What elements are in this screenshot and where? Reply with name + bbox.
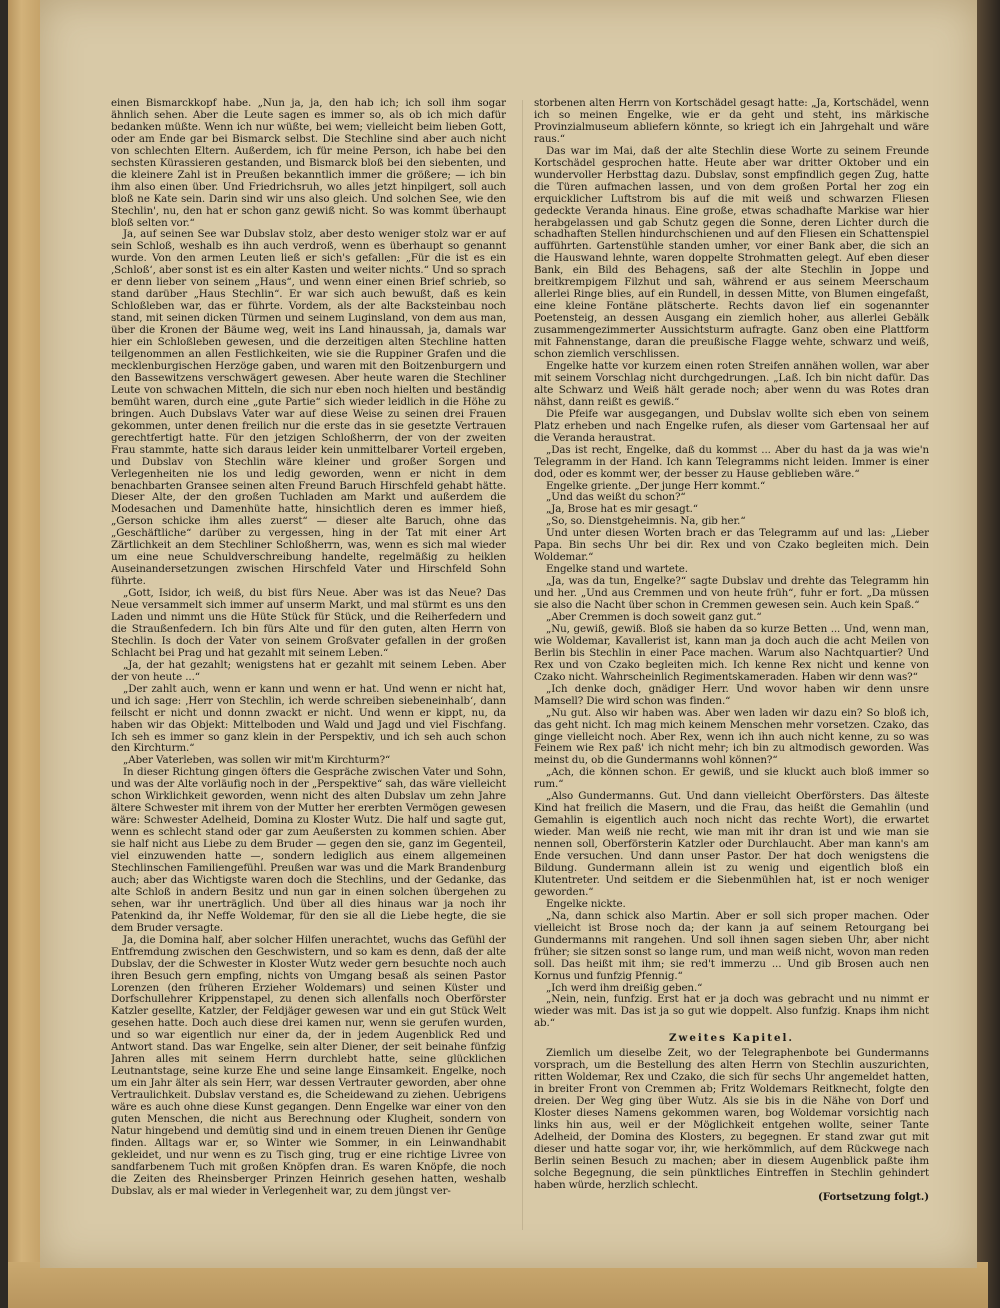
chapter-heading: Zweites Kapitel. — [668, 1032, 795, 1045]
page-stack-left-edge — [8, 0, 42, 1308]
paragraph: Das war im Mai, daß der alte Stechlin diese Worte zu seinem Freunde Kortschädel gesprochen hatte. Heute aber war dritter Oktober und ein wundervoller Herbsttag dazu. Dubslav, sonst empfindlich gegen Zug, hatte die Türen aufmachen lassen, und von dem großen Portal her zog ein erquicklicher Luftstrom bis auf die mit weiß und schwarzen Fliesen gedeckte Veranda hinaus. Eine große, etwas schadhafte Markise war hier herabgelassen und gab Schutz gegen die Sonne, deren Lichter durch die schadhaften Stellen hindurchschienen und auf den Fliesen ein Schattenspiel aufführten. Gartenstühle standen umher, vor einer Bank aber, die sich an die Hauswand lehnte, waren doppelte Strohmatten gelegt. Auf eben dieser Bank, ein Bild des Behagens, saß der alte Stechlin in Joppe und breitkrempigem Filzhut und sah, während er aus seinem Meerschaum allerlei Ringe blies, auf ein Rundell, in dessen Mitte, von Blumen eingefaßt, eine kleine Fontäne plätscherte. Rechts davon lief ein sogenannter Poetensteig, an dessen Ausgang ein ziemlich hoher, aus allerlei Gebälk zusammengezimmerter Aussichtsturm aufragte. Ganz oben eine Plattform mit Fahnenstange, daran die preußische Flagge wehte, schwarz und weiß, schon ziemlich verschlissen. — [534, 144, 929, 361]
paragraph: „Ja, Brose hat es mir gesagt.“ — [546, 503, 698, 516]
paragraph: Die Pfeife war ausgegangen, und Dubslav wollte sich eben von seinem Platz erheben und nach Engelke rufen, als dieser vom Gartensaal her auf die Veranda heraustrat. — [534, 407, 929, 444]
page-binding-shadow — [976, 0, 1000, 1308]
paragraph: „Aber Vaterleben, was sollen wir mit'm Kirchturm?“ — [123, 754, 391, 767]
text-column-left — [111, 98, 506, 1238]
paragraph: „Gott, Isidor, ich weiß, du bist fürs Neue. Aber was ist das Neue? Das Neue versammelt sich immer auf unserm Markt, und mal stürmt es uns den Laden und nimmt uns die Hüte Stück für Stück, und die Reiherfedern und die Straußenfedern. Ich bin fürs Alte und für den guten, alten Herrn von Stechlin. Is doch der Vater von seinem Großvater gefallen in der großen Schlacht bei Prag und hat gezahlt mit seinem Leben.“ — [111, 587, 506, 659]
column-divider — [522, 100, 523, 1230]
page-stack-bottom-edge — [8, 1262, 988, 1308]
paragraph: „Ich werd ihm dreißig geben.“ — [546, 981, 703, 994]
paragraph: „Aber Cremmen is doch soweit ganz gut.“ — [546, 610, 762, 623]
paragraph: einen Bismarckkopf habe. „Nun ja, ja, den hab ich; ich soll ihm sogar ähnlich sehen. Aber die Leute sagen es immer so, als ob ich mich dafür bedanken müßte. Wenn ich nur wüßte, bei wem; vielleicht beim lieben Gott, oder am Ende gar bei Bismarck selbst. Die Stechline sind aber auch nicht von schlechten Eltern. Außerdem, ich für meine Person, ich habe bei den sechsten Kürassieren gestanden, und Bismarck bloß bei den siebenten, und die kleinere Zahl ist in Preußen bekanntlich immer die größere; — ich bin ihm also einen über. Und Friedrichsruh, wo alles jetzt hinpilgert, soll auch bloß ne Kate sein. Darin sind wir uns also gleich. Und solchen See, wie den Stechlin', nu, den hat er schon ganz gewiß nicht. So was kommt überhaupt bloß selten vor.“ — [111, 98, 506, 229]
paragraph: Engelke griente. „Der junge Herr kommt.“ — [546, 479, 766, 492]
paragraph: Ja, auf seinen See war Dubslav stolz, aber desto weniger stolz war er auf sein Schloß, weshalb es ihn auch verdroß, wenn es überhaupt so genannt wurde. Von den armen Leuten ließ er sich's gefallen: „Für die ist es ein ‚Schloß‘, aber sonst ist es ein alter Kasten und weiter nichts.“ Und so sprach er denn lieber von seinem „Haus“, und wenn einer einen Brief schrieb, so stand darüber „Haus Stechlin“. Er war sich auch bewußt, daß es kein Schloßleben war, das er führte. Vordem, als der alte Backsteinbau noch stand, mit seinen dicken Türmen und seinem Luginsland, von dem aus man, über die Kronen der Bäume weg, weit ins Land hinaussah, ja, damals war hier ein Schloßleben gewesen, und die derzeitigen alten Stechline hatten teilgenommen an allen Festlichkeiten, wie sie die Ruppiner Grafen und die mecklenburgischen Herzöge gaben, und waren mit den Boitzenburgern und den Bassewitzens verschwägert gewesen. Aber heute waren die Stechliner Leute von schwachen Mitteln, die sich nur eben noch hielten und beständig bemüht waren, durch eine „gute Partie“ sich wieder leidlich in die Höhe zu bringen. Auch Dubslavs Vater war auf diese Weise zu seinen drei Frauen gekommen, unter denen freilich nur die erste das in sie gesetzte Vertrauen gerechtfertigt hatte. Für den jetzigen Schloßherrn, der von der zweiten Frau stammte, hatte sich daraus leider kein unmittelbarer Vorteil ergeben, und Dubslav von Stechlin wäre kleiner und großer Sorgen und Verlegenheiten nie los und ledig geworden, wenn er nicht in dem benachbarten Gransee seinen alten Freund Baruch Hirschfeld gehabt hätte. Dieser Alte, der den großen Tuchladen am Markt und außerdem die Modesachen und Damenhüte hatte, hinsichtlich deren es immer hieß, „Gerson schicke ihm alles zuerst“ — dieser alte Baruch, ohne das „Geschäftliche“ darüber zu vergessen, hing in der Tat mit einer Art Zärtlichkeit an dem Stechliner Schloßherrn, was, wenn es sich mal wieder um eine neue Schuldverschreibung handelte, regelmäßig zu heiklen Auseinandersetzungen zwischen Hirschfeld Vater und Hirschfeld Sohn führte. — [111, 228, 506, 588]
text-column-right — [534, 98, 929, 1238]
paragraph: storbenen alten Herrn von Kortschädel gesagt hatte: „Ja, Kortschädel, wenn ich so meinen Engelke, wie er da geht und steht, ins märkische Provinzialmuseum abliefern könnte, so kriegt ich ein Jahrgehalt und wäre raus.“ — [534, 98, 929, 145]
paragraph: Und unter diesen Worten brach er das Telegramm auf und las: „Lieber Papa. Bin sechs Uhr bei dir. Rex und von Czako begleiten mich. Dein Woldemar.“ — [534, 527, 929, 564]
paragraph: „Also Gundermanns. Gut. Und dann vielleicht Oberförsters. Das älteste Kind hat freilich die Masern, und die Frau, das heißt die Gemahlin (und Gemahlin is eigentlich auch noch nicht das rechte Wort), die erwartet wieder. Man weiß nie recht, wie man mit ihr dran ist und wie man sie nennen soll, Oberförsterin Katzler oder Durchlaucht. Aber man kann's am Ende versuchen. Und dann unser Pastor. Der hat doch wenigstens die Bildung. Gundermann allein ist zu wenig und eigentlich bloß ein Klutentreter. Und seitdem er die Siebenmühlen hat, ist er noch weniger geworden.“ — [534, 790, 929, 898]
paragraph: „Der zahlt auch, wenn er kann und wenn er hat. Und wenn er nicht hat, und ich sage: ‚Herr von Stechlin, ich werde schreiben siebeneinhalb‘, dann feilscht er nicht und donnn zwackt er nicht. Und wenn er kippt, nu, da haben wir das Objekt: Mittelboden und Wald und Jagd und viel Fischfang. Ich seh es immer so ganz klein in der Perspektiv, und ich seh auch schon den Kirchturm.“ — [111, 682, 506, 755]
paragraph: Ziemlich um dieselbe Zeit, wo der Telegraphenbote bei Gundermanns vorsprach, um die Bestellung des alten Herrn von Stechlin auszurichten, ritten Woldemar, Rex und Czako, die sich für sechs Uhr angemeldet hatten, in breiter Front von Cremmen ab; Fritz Woldemars Reitknecht, folgte den dreien. Der Weg ging über Wutz. Als sie bis in die Nähe von Dorf und Kloster dieses Namens gekommen waren, bog Woldemar vorsichtig nach links hin aus, weil er der Möglichkeit entgehen wollte, seiner Tante Adelheid, der Domina des Klosters, zu begegnen. Er stand zwar gut mit dieser und hatte sogar vor, ihr, wie herkömmlich, auf dem Rückwege nach Berlin seinen Besuch zu machen; aber in diesem Augenblick paßte ihm solche Begegnung, die sein pünktliches Eintreffen in Stechlin gehindert haben würde, herzlich schlecht. — [534, 1047, 929, 1191]
paragraph: Engelke hatte vor kurzem einen roten Streifen annähen wollen, war aber mit seinem Vorschlag nicht durchgedrungen. „Laß. Ich bin nicht dafür. Das alte Schwarz und Weiß hält gerade noch; aber wenn du was Rotes dran nähst, dann reißt es gewiß.“ — [534, 359, 929, 408]
paragraph: Ja, die Domina half, aber solcher Hilfen unerachtet, wuchs das Gefühl der Entfremdung zwischen den Geschwistern, und so kam es denn, daß der alte Dubslav, der die Schwester in Kloster Wutz weder gern besuchte noch auch ihren Besuch gern empfing, nichts von Umgang besaß als seinen Pastor Lorenzen (den früheren Erzieher Woldemars) und seinen Küster und Dorfschullehrer Krippenstapel, zu denen sich allenfalls noch Oberförster Katzler gesellte, Katzler, der Feldjäger gewesen war und ein gut Stück Welt gesehen hatte. Doch auch diese drei kamen nur, wenn sie gerufen wurden, und so war eigentlich nur einer da, der in jedem Augenblick Red und Antwort stand. Das war Engelke, sein alter Diener, der seit beinahe fünfzig Jahren alles mit seinem Herrn durchlebt hatte, seine glücklichen Leutnantstage, seine kurze Ehe und seine lange Einsamkeit. Engelke, noch um ein Jahr älter als sein Herr, war dessen Vertrauter geworden, aber ohne Vertraulichkeit. Dubslav verstand es, die Scheidewand zu ziehen. Uebrigens wäre es auch ohne diese Kunst gegangen. Denn Engelke war einer von den guten Menschen, die nicht aus Berechnung oder Klugheit, sondern von Natur hingebend und demütig sind und in einem treuen Dienen ihr Genüge finden. Alltags war er, so Winter wie Sommer, in ein Leinwandhabit gekleidet, und nur wenn es zu Tisch ging, trug er eine richtige Livree von sandfarbenem Tuch mit großen Knöpfen dran. Es waren Knöpfe, die noch die Zeiten des Rheinsberger Prinzen Heinrich gesehen hatten, weshalb Dubslav, als er mal wieder in Verlegenheit war, zu dem jüngst ver- — [111, 933, 506, 1197]
paragraph: „Und das weißt du schon?“ — [546, 491, 686, 504]
paragraph: „Nein, nein, funfzig. Erst hat er ja doch was gebracht und nu nimmt er wieder was mit. Das ist ja so gut wie doppelt. Also funfzig. Knaps ihm nicht ab.“ — [534, 993, 929, 1030]
paragraph: „Ja, was da tun, Engelke?“ sagte Dubslav und drehte das Telegramm hin und her. „Und aus Cremmen und von heute früh“, fuhr er fort. „Da müssen sie also die Nacht über schon in Cremmen gewesen sein. Auch kein Spaß.“ — [534, 575, 929, 612]
paragraph: „So, so. Dienstgeheimnis. Na, gib her.“ — [546, 515, 746, 528]
continuation-note: (Fortsetzung folgt.) — [818, 1190, 929, 1203]
paragraph: Engelke stand und wartete. — [546, 563, 688, 576]
paragraph: „Ach, die können schon. Er gewiß, und sie kluckt auch bloß immer so rum.“ — [534, 766, 929, 791]
paragraph: „Nu gut. Also wir haben was. Aber wen laden wir dazu ein? So bloß ich, das geht nicht. Ich mag mich keinem Menschen mehr vorsetzen. Czako, das ginge vielleicht noch. Aber Rex, wenn ich ihn auch nicht kenne, zu so was Feinem wie Rex paß' ich nicht mehr; ich bin zu altmodisch geworden. Was meinst du, ob die Gundermanns wohl können?“ — [534, 706, 929, 767]
paragraph: „Na, dann schick also Martin. Aber er soll sich proper machen. Oder vielleicht ist Brose noch da; der kann ja auf seinem Retourgang bei Gundermanns mit rangehen. Und soll ihnen sagen sieben Uhr, aber nicht früher; sie sitzen sonst so lange rum, und man weiß nicht, wovon man reden soll. Das heißt mit ihm; sie red't immerzu ... Und gib Brosen auch nen Kornus und funfzig Pfennig.“ — [534, 909, 929, 982]
paragraph: „Das ist recht, Engelke, daß du kommst ... Aber du hast da ja was wie'n Telegramm in der Hand. Ich kann Telegramms nicht leiden. Immer is einer dod, oder es kommt wer, der besser zu Hause geblieben wäre.“ — [534, 443, 929, 480]
paragraph: In dieser Richtung gingen öfters die Gespräche zwischen Vater und Sohn, und was der Alte vorläufig noch in der „Perspektive“ sah, das wäre vielleicht schon Wirklichkeit geworden, wenn nicht des alten Dubslav um zehn Jahre ältere Schwester mit ihrem von der Mutter her ererbten Vermögen gewesen wäre: Schwester Adelheid, Domina zu Kloster Wutz. Die half und sagte gut, wenn es schlecht stand oder gar zum Aeußersten zu kommen schien. Aber sie half nicht aus Liebe zu dem Bruder — gegen den sie, ganz im Gegenteil, viel einzuwenden hatte —, sondern lediglich aus einem allgemeinen Stechlinschen Familiengefühl. Preußen war was und die Mark Brandenburg auch; aber das Wichtigste waren doch die Stechlins, und der Gedanke, das alte Schloß in andern Besitz und nun gar in einen solchen übergehen zu sehen, war ihr unerträglich. Und über all dies hinaus war ja noch ihr Patenkind da, ihr Neffe Woldemar, für den sie all die Liebe hegte, die sie dem Bruder versagte. — [111, 766, 506, 934]
paragraph: „Nu, gewiß, gewiß. Bloß sie haben da so kurze Betten ... Und, wenn man, wie Woldemar, Kavallerist ist, kann man ja doch auch die acht Meilen von Berlin bis Stechlin in einer Pace machen. Warum also Nachtquartier? Und Rex und von Czako begleiten mich. Ich kenne Rex nicht und kenne von Czako nicht. Wahrscheinlich Regimentskameraden. Haben wir denn was?“ — [534, 622, 929, 683]
paragraph: Engelke nickte. — [546, 897, 626, 910]
paragraph: „Ich denke doch, gnädiger Herr. Und wovor haben wir denn unsre Mamsell? Die wird schon was finden.“ — [534, 682, 929, 707]
paragraph: „Ja, der hat gezahlt; wenigstens hat er gezahlt mit seinem Leben. Aber der von heute ...“ — [111, 658, 506, 683]
